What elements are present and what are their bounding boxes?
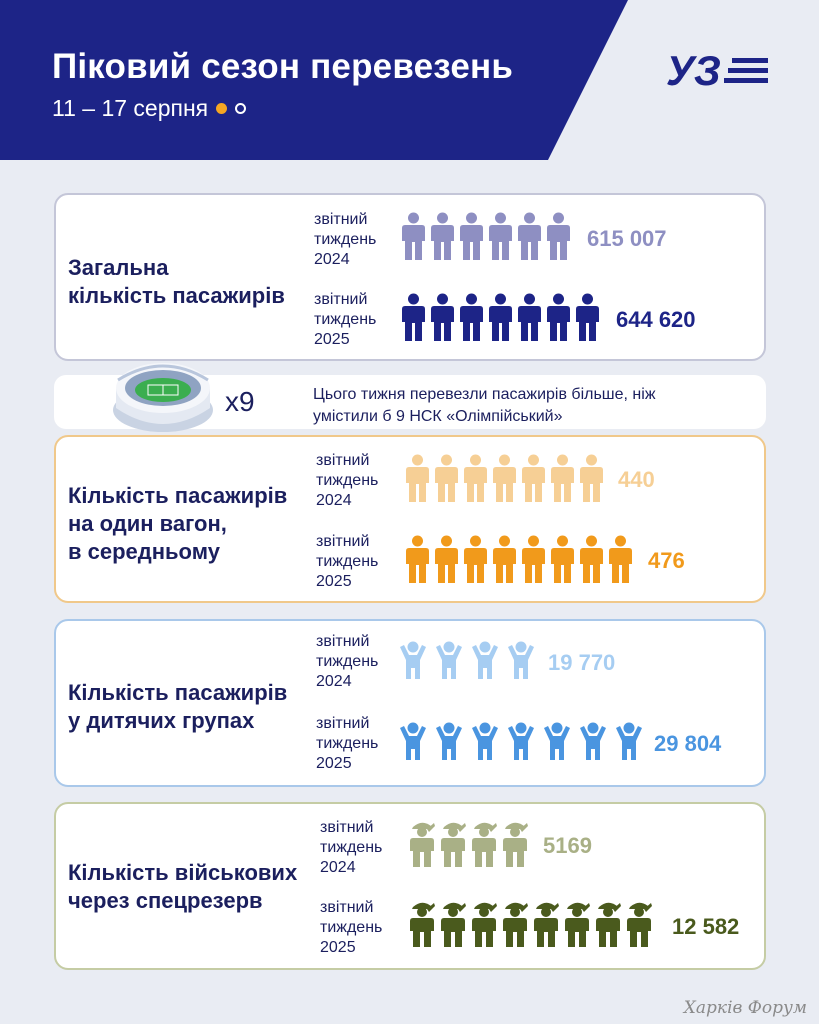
person-icon [460,212,483,260]
soldier-icon [441,821,466,867]
date-range-text: 11 – 17 серпня [52,95,209,121]
soldier-icon [565,901,590,947]
value-2024: 615 007 [587,226,667,251]
icon-row-2024 [398,641,536,679]
dot-filled-icon [216,103,227,114]
row-label-2025: звітний тиждень 2025 [314,291,377,348]
row-label-2025: звітний тиждень 2025 [316,533,379,590]
soldier-icon [441,901,466,947]
child-icon [542,722,572,760]
stadium-icon [108,348,218,438]
icon-row-2024 [406,454,603,502]
multiplier-label: х9 [225,386,255,417]
child-icon [470,641,500,679]
card-passengers-per-wagon-title: Кількість пасажирів на один вагон, в середньому [68,483,288,564]
dot-outline-icon [235,103,246,114]
person-icon [522,454,545,502]
person-icon [551,454,574,502]
soldier-icon [472,821,497,867]
soldier-icon [410,901,435,947]
icon-row-2025 [406,535,632,583]
child-icon [398,641,428,679]
card-military-special-reserve-title: Кількість військових через спецрезерв [68,860,298,913]
soldier-icon [472,901,497,947]
value-2024: 5169 [543,833,592,858]
date-range [52,95,246,122]
person-icon [580,535,603,583]
person-icon [460,293,483,341]
person-icon [493,535,516,583]
person-icon [518,212,541,260]
child-icon [506,722,536,760]
icon-row-2024 [410,821,528,867]
child-icon [398,722,428,760]
person-icon [489,293,512,341]
person-icon [576,293,599,341]
value-2025: 476 [648,548,685,573]
value-2025: 12 582 [672,914,740,939]
soldier-icon [503,821,528,867]
person-icon [402,212,425,260]
uz-logo [666,50,770,90]
person-icon [431,293,454,341]
value-2024: 440 [618,467,655,492]
child-icon [434,641,464,679]
soldier-icon [410,821,435,867]
row-label-2024: звітний тиждень 2024 [320,819,383,876]
comparison-text: Цього тижня перевезли пасажирів більше, ніж умістили б 9 НСК «Олімпійський» [313,386,656,425]
soldier-icon [596,901,621,947]
soldier-icon [503,901,528,947]
child-icon [434,722,464,760]
uz-logo-text: УЗ [666,50,721,90]
row-label-2024: звітний тиждень 2024 [316,452,379,509]
child-icon [470,722,500,760]
header-banner [0,0,819,160]
page-title: Піковий сезон перевезень [52,47,514,86]
person-icon [402,293,425,341]
row-label-2024: звітний тиждень 2024 [314,211,377,268]
icon-row-2025 [402,293,599,341]
card-total-passengers-title: Загальна кількість пасажирів [68,255,285,308]
row-label-2025: звітний тиждень 2025 [316,715,379,772]
person-icon [547,293,570,341]
person-icon [522,535,545,583]
person-icon [547,212,570,260]
card-children-groups-title: Кількість пасажирів у дитячих групах [68,680,288,733]
soldier-icon [627,901,652,947]
person-icon [406,535,429,583]
person-icon [580,454,603,502]
person-icon [518,293,541,341]
row-label-2025: звітний тиждень 2025 [320,899,383,956]
value-2025: 29 804 [654,731,722,756]
person-icon [435,454,458,502]
value-2024: 19 770 [548,650,616,675]
watermark: Харків Форум [683,998,807,1018]
soldier-icon [534,901,559,947]
child-icon [506,641,536,679]
person-icon [551,535,574,583]
value-2025: 644 620 [616,307,696,332]
child-icon [578,722,608,760]
person-icon [609,535,632,583]
person-icon [431,212,454,260]
person-icon [406,454,429,502]
person-icon [435,535,458,583]
person-icon [493,454,516,502]
row-label-2024: звітний тиждень 2024 [316,633,379,690]
icon-row-2024 [402,212,570,260]
person-icon [464,454,487,502]
person-icon [489,212,512,260]
child-icon [614,722,644,760]
icon-row-2025 [410,901,652,947]
icon-row-2025 [398,722,644,760]
person-icon [464,535,487,583]
